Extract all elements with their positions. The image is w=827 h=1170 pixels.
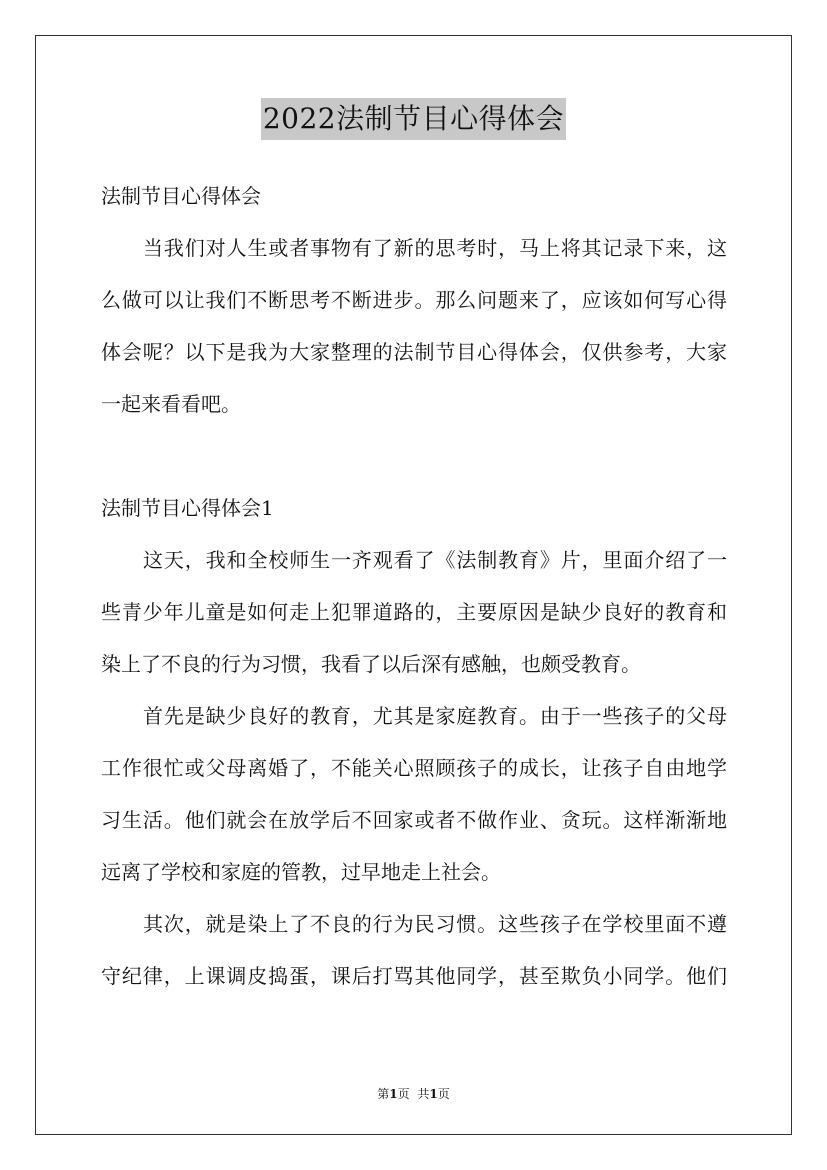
total-pages: 1 <box>429 1087 438 1101</box>
paragraph-line: 首先是缺少良好的教育，尤其是家庭教育。由于一些孩子的父母 <box>143 704 727 728</box>
page-suffix: 页 <box>397 1087 410 1101</box>
paragraph-line: 体会呢？以下是我为大家整理的法制节目心得体会，仅供参考，大家 <box>101 340 727 364</box>
page-prefix: 第 <box>377 1087 390 1101</box>
paragraph-line: 染上了不良的行为习惯，我看了以后深有感触，也颇受教育。 <box>101 652 641 676</box>
paragraph-line: 守纪律，上课调皮捣蛋，课后打骂其他同学，甚至欺负小同学。他们 <box>101 964 727 988</box>
section-heading-1: 法制节目心得体会1 <box>101 496 274 520</box>
paragraph-line: 当我们对人生或者事物有了新的思考时，马上将其记录下来，这 <box>143 236 727 260</box>
paragraph-line: 一起来看看吧。 <box>101 392 241 416</box>
paragraph-line: 么做可以让我们不断思考不断进步。那么问题来了，应该如何写心得 <box>101 288 727 312</box>
paragraph-line: 其次，就是染上了不良的行为民习惯。这些孩子在学校里面不遵 <box>143 912 727 936</box>
section-heading-intro: 法制节目心得体会 <box>101 184 261 208</box>
paragraph-line: 些青少年儿童是如何走上犯罪道路的，主要原因是缺少良好的教育和 <box>101 600 727 624</box>
total-prefix: 共 <box>417 1087 430 1101</box>
paragraph-line: 工作很忙或父母离婚了，不能关心照顾孩子的成长，让孩子自由地学 <box>101 756 727 780</box>
blank-line <box>101 430 727 482</box>
document-title: 2022法制节目心得体会 <box>261 98 566 140</box>
document-body <box>101 170 727 1002</box>
paragraph-line: 远离了学校和家庭的管教，过早地走上社会。 <box>101 860 501 884</box>
paragraph-line: 习生活。他们就会在放学后不回家或者不做作业、贪玩。这样渐渐地 <box>101 808 727 832</box>
title-container <box>0 98 827 140</box>
paragraph-line: 这天，我和全校师生一齐观看了《法制教育》片，里面介绍了一 <box>143 548 727 572</box>
page-number: 1 <box>389 1087 398 1101</box>
page-footer <box>0 1086 827 1102</box>
total-suffix: 页 <box>437 1087 450 1101</box>
